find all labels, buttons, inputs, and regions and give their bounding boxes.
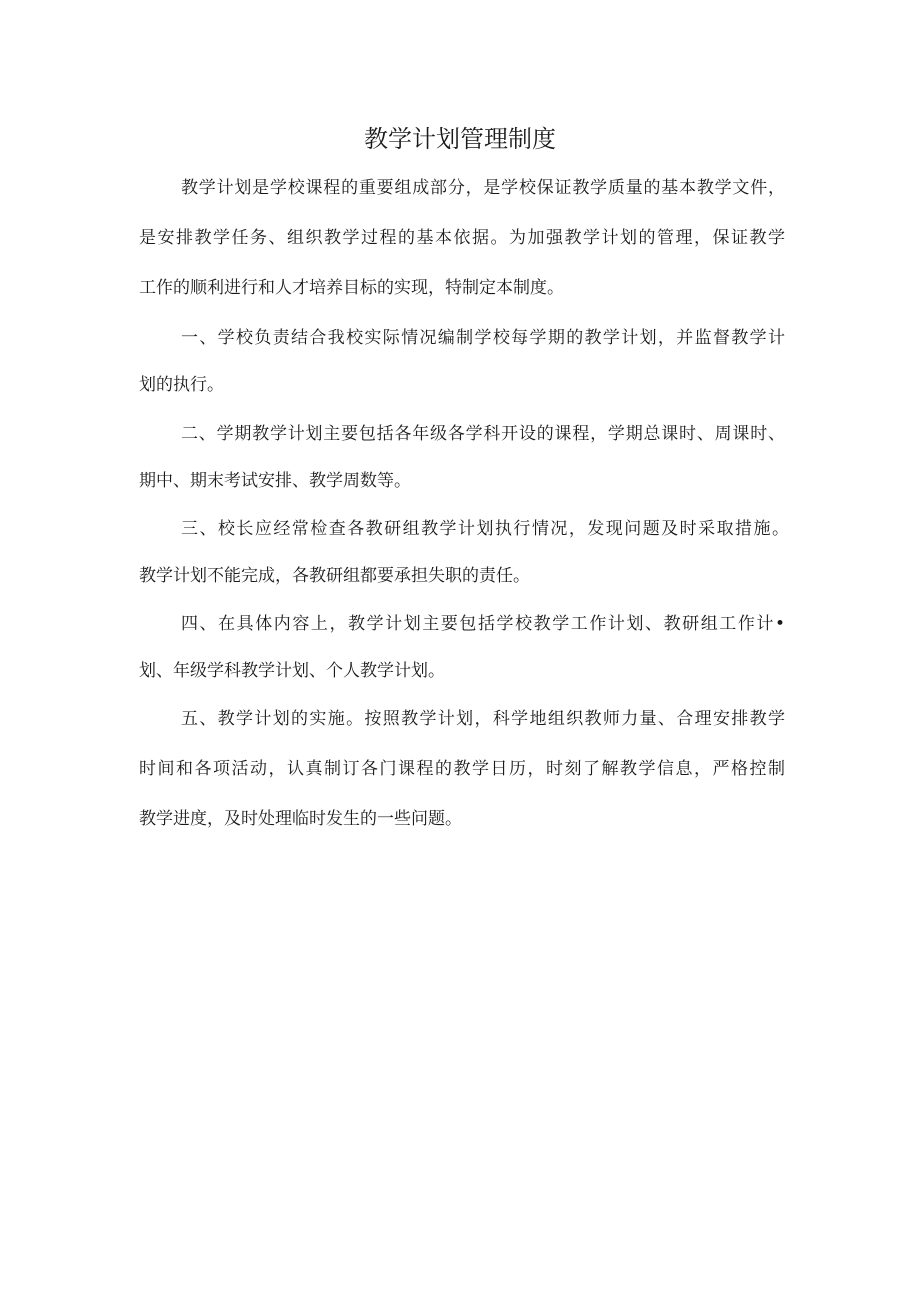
text-line: 划、年级学科教学计划、个人教学计划。 [139, 661, 445, 681]
text-line: 教学计划不能完成，各教研组都要承担失职的责任。 [139, 566, 530, 586]
text-line: 划的执行。 [139, 375, 224, 395]
text-line: 二、学期教学计划主要包括各年级各学科开设的课程，学期总课时、周课时、 [181, 424, 786, 444]
document-title: 教学计划管理制度 [364, 125, 556, 153]
text-line: 是安排教学任务、组织教学过程的基本依据。为加强教学计划的管理，保证教学 [139, 228, 787, 248]
text-line: 一、学校负责结合我校实际情况编制学校每学期的教学计划，并监督教学计 [181, 328, 787, 348]
text-line: 工作的顺利进行和人才培养目标的实现，特制定本制度。 [139, 278, 564, 298]
text-line: 时间和各项活动，认真制订各门课程的教学日历，时刻了解教学信息，严格控制 [139, 759, 787, 779]
text-line: 教学计划是学校课程的重要组成部分，是学校保证教学质量的基本教学文件， [181, 178, 786, 198]
text-line: 三、校长应经常检查各教研组教学计划执行情况，发现问题及时采取措施。 [181, 519, 791, 539]
text-line: 教学进度，及时处理临时发生的一些问题。 [139, 809, 462, 829]
text-line: 期中、期末考试安排、教学周数等。 [139, 471, 411, 491]
text-line: 五、教学计划的实施。按照教学计划，科学地组织教师力量、合理安排教学 [181, 709, 787, 729]
text-line: 四、在具体内容上，教学计划主要包括学校教学工作计划、教研组工作计• [181, 614, 787, 634]
